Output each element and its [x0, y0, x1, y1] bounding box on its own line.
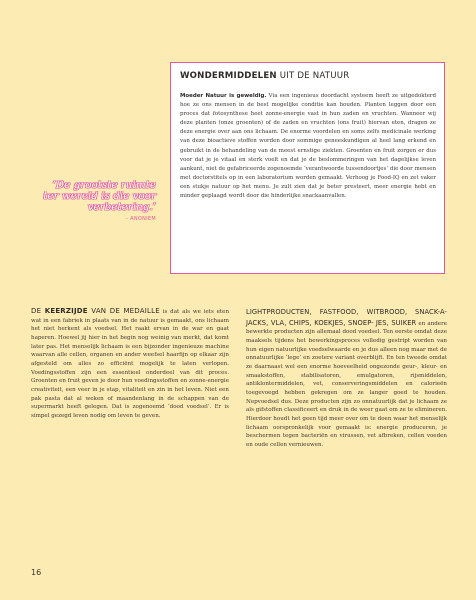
- page-number: 16: [31, 568, 42, 577]
- box-body-text: Via een ingenieus doordacht systeem heeft ze uitgedokterd hoe ze ons mensen in de best mogelijke conditie kan houden. Planten leggen door een proces dat fotosynthese heet zonne-energie vast in hun zaden en vruchten. Wanneer wij deze planten (onze groenten) of de zaden en vruchten (ons fruit) hiervan eten, dragen ze deze energie over aan ons lichaam. De enorme voordelen en soms zelfs medicinale werking van deze bioactieve stoffen worden door sommige geneeskundigen al heel lang erkend en gebruikt in de behandeling van de meest ernstige ziekten. Groenten en fruit zorgen er dus voor dat je je vitaal en sterk voelt en dat je de beslommeringen van het dagelijkse leven aankunt, niet de gefabriceerde zogenoemde ‘verantwoorde tussendoortjes’ die door mensen met doctorstitels op in een laboratorium worden gemaakt. Verhoog je Food-IQ en zet vaker een stukje natuur op het menu. Je zult zien dat je beter presteert, meer energie hebt en minder geplaagd wordt door die hinderlijke snackaanvallen.: [180, 93, 436, 200]
- left-body: is dat als we iets eten wat in een fabriek in plaats van in de natuur is gemaakt, ons lichaam het niet herkent als voedsel. Het raakt ervan in de war en gaat haperen. Hoewel jij hier in het begin nog weinig van merkt, dat komt later pas. Het menselijk lichaam is een bijzonder ingenieuze machine waarvan alle cellen, organen en ander weefsel haarfijn op elkaar zijn afgesteld om alles zo efficiënt mogelijk te laten verlopen. Voedingsstoffen zijn een essentieel onderdeel van dit proces. Groenten en fruit geven je door hun voedingsstoffen en zonne-energie creativiteit, een veer in je stap, vitaliteit en zin in het leven. Niet een pak pasta dat al weken of maandenlang in de schappen van de supermarkt heeft gelegen. Dat is zogenoemd ‘dood voedsel’. Er is simpel gezegd leven nodig om leven te geven.: [31, 309, 230, 419]
- right-caps-line-2: SNACK-A-JACKS, VLA, CHIPS, KOEKJES, SNOEP-: [246, 308, 448, 327]
- quote-author: – ANONIEM: [125, 216, 156, 222]
- sidebar-box: [170, 62, 445, 274]
- left-heading-de: DE: [31, 307, 45, 315]
- left-heading-rest: VAN DE MEDAILLE: [87, 307, 160, 315]
- left-column-text: [31, 307, 229, 421]
- box-title-rest: UIT DE NATUUR: [276, 71, 350, 81]
- box-title: [180, 71, 436, 81]
- pull-quote: [40, 180, 156, 222]
- left-heading-keerzijde: KEERZIJDE: [44, 307, 88, 315]
- quote-text: ‘De grootste ruimte ter wereld is die voor verbetering.’: [43, 179, 156, 213]
- right-column-text: [246, 307, 447, 450]
- left-column: [31, 307, 229, 421]
- box-title-bold: WONDERMIDDELEN: [180, 71, 277, 81]
- right-column: [246, 307, 447, 450]
- right-caps-line-3: JES, SUIKER: [375, 318, 417, 327]
- box-body: [180, 92, 436, 201]
- right-body: en andere bewerkte producten zijn allemaal dood voedsel. Ten eerste omdat deze maaksels tijdens het bewerkingsproces volledig gestript worden van hun eigen natuurlijke voedselwaarde en je dus alleen nog maar met de onnatuurlijke ‘lege’ en zoetere variant overblijft. En ten tweede omdat ze daarnaast wel een enorme hoeveelheid ongezonde geur-, kleur- en smaakstoffen, stabilisatoren, emulgatoren, rijsmiddelen, antiklontermiddelen, vet, conserveringsmiddelen en calorieën toegevoegd hebben gekregen om ze langer goed te houden. Nepvoedsel dus. Deze producten zijn zo onnatuurlijk dat je lichaam ze als gifstoffen classificeert en druk in de weer gaat om ze te elimineren. Hierdoor houdt het geen tijd meer over om te doen waar het menselijk lichaam oorspronkelijk voor gemaakt is: energie produceren, je beschermen tegen bacteriën en virussen, vet afbreken, cellen voeden en oude cellen vernieuwen.: [246, 320, 448, 448]
- box-lead: Moeder Natuur is geweldig.: [180, 93, 267, 99]
- right-caps-line-1: LIGHTPRODUCTEN, FASTFOOD, WITBROOD,: [246, 308, 408, 316]
